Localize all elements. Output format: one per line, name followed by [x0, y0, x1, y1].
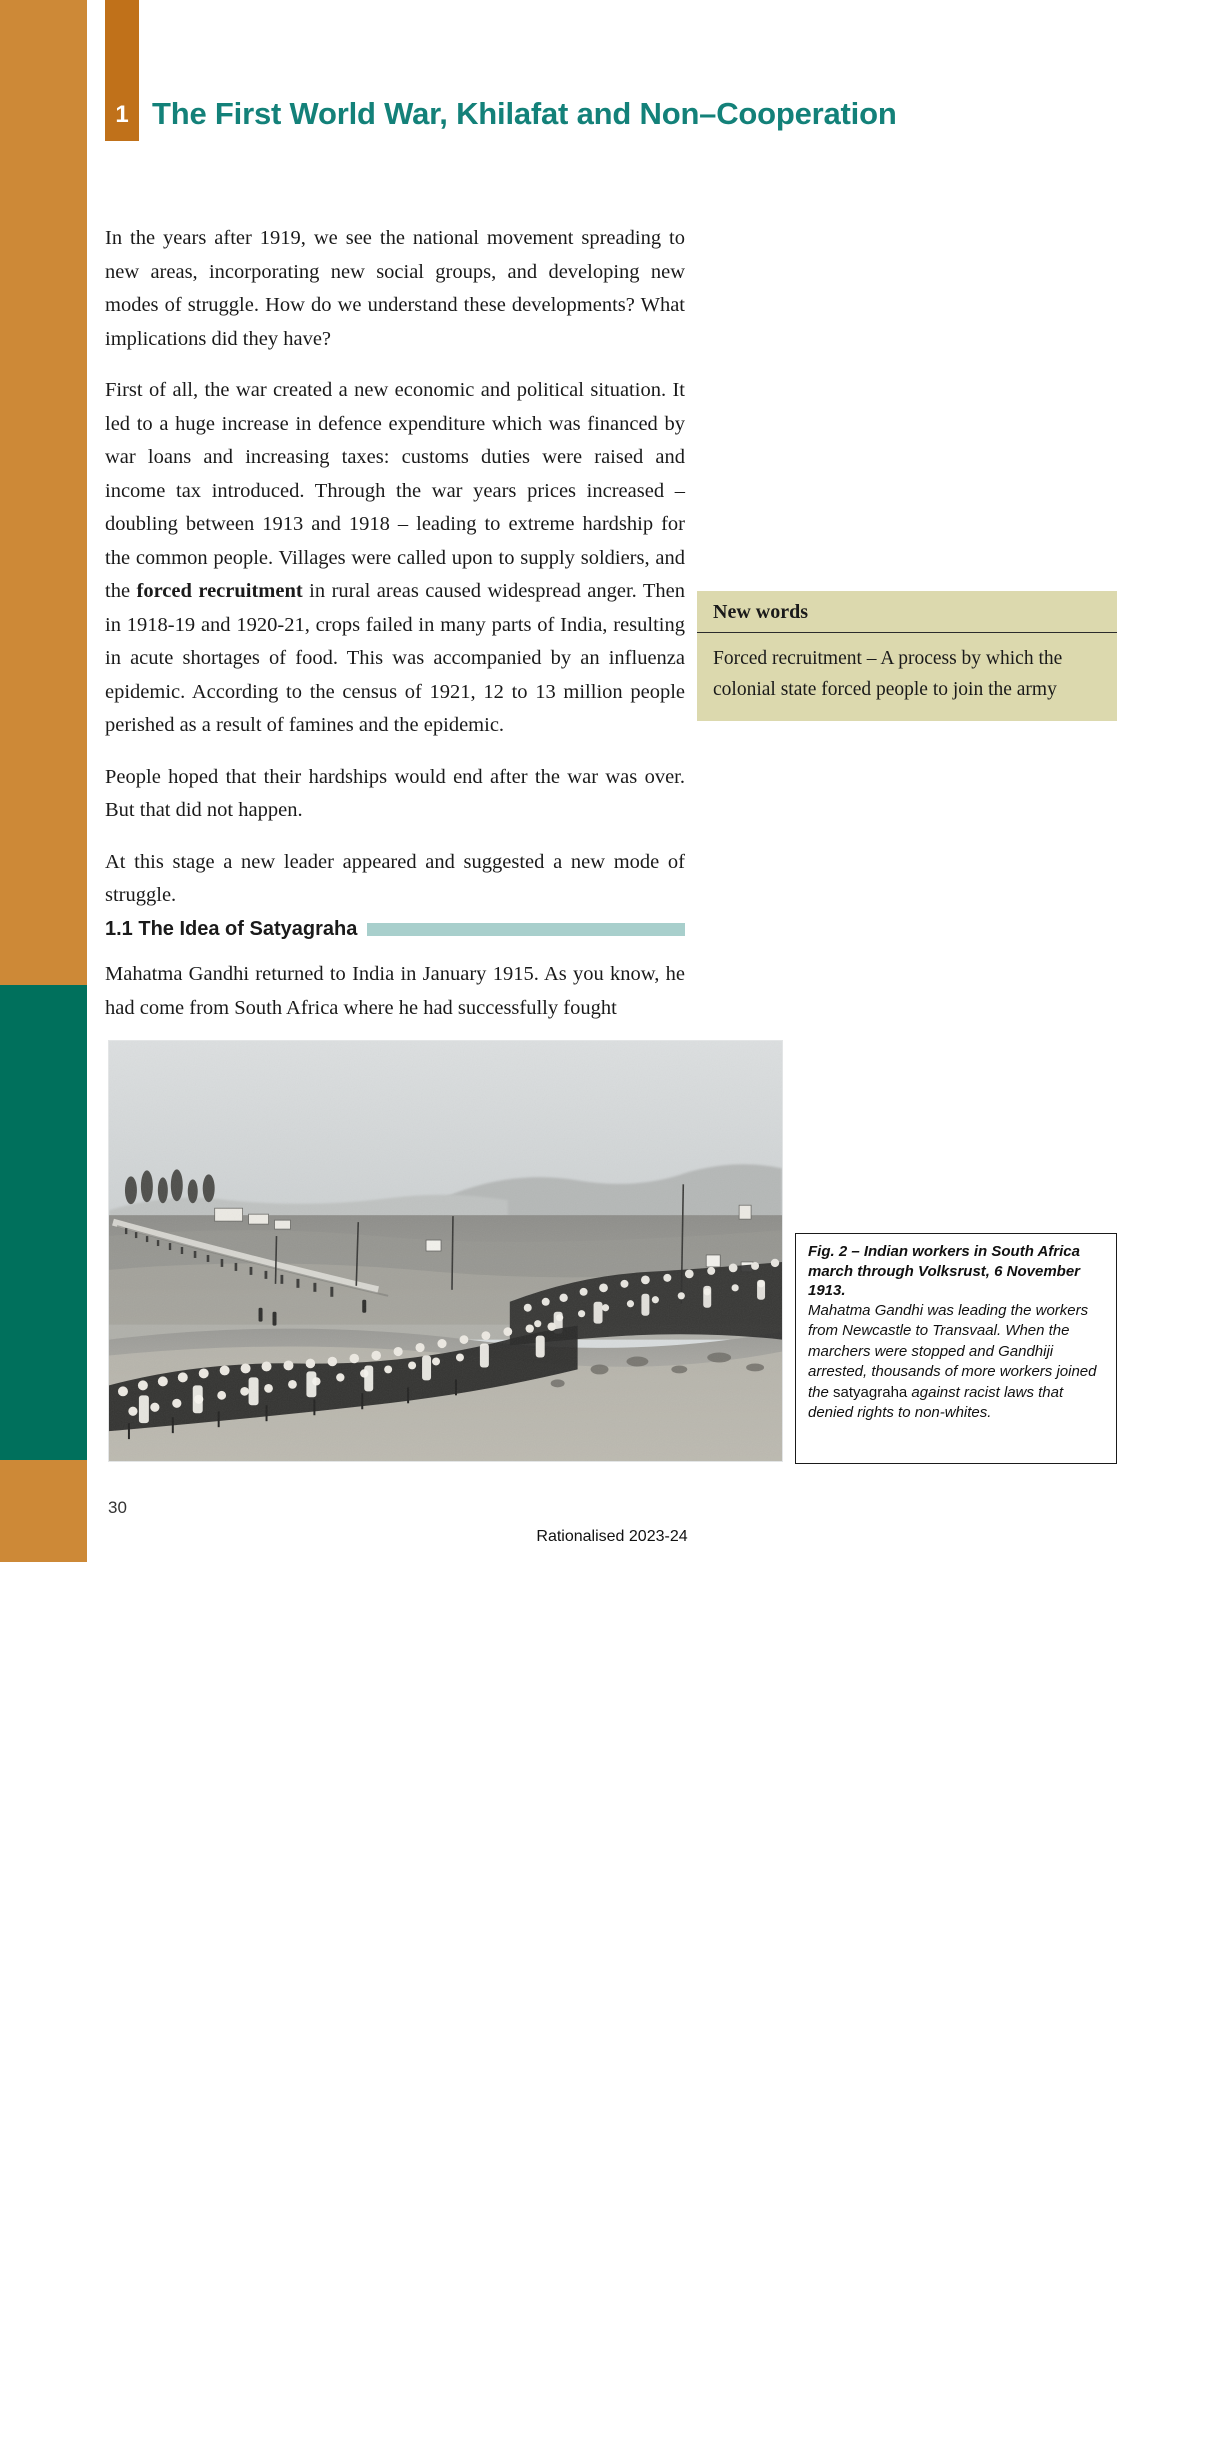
paragraph-war-economy-part2: in rural areas caused widespread anger. Then in 1918-19 and 1920-21, crops failed in many parts of India, resulting in acute shortages of food. This was accompanied by an influenza epidemic. According to the census of 1921, 12 to 13 million people perished as a result of famines and the epidemic.	[105, 580, 686, 736]
figure-caption-text	[808, 1301, 1106, 1424]
section-heading-row	[105, 918, 685, 941]
term-forced-recruitment: forced recruitment	[136, 580, 303, 602]
new-words-box	[697, 591, 1117, 721]
section-heading-satyagraha: 1.1 The Idea of Satyagraha	[105, 918, 358, 940]
paragraph-war-economy	[105, 374, 685, 743]
new-words-title: New words	[697, 591, 1117, 633]
historical-march-photo-graphic	[109, 1041, 782, 1461]
sidebar-band-green	[0, 985, 87, 2431]
page-title: The First World War, Khilafat and Non–Cooperation	[152, 96, 897, 131]
paragraph-new-leader: At this stage a new leader appeared and suggested a new mode of struggle.	[105, 850, 685, 906]
paragraph-intro: In the years after 1919, we see the national movement spreading to new areas, incorporating new social groups, and developing new modes of struggle. How do we understand these developments? What implications did they have?	[105, 227, 685, 350]
figure-caption-part1: Mahatma Gandhi was leading the workers from Newcastle to Transvaal. When the marchers were stopped and Gandhiji arrested, thousands of more workers joined the	[808, 1301, 1097, 1401]
paragraph-gandhi-return: Mahatma Gandhi returned to India in January 1915. As you know, he had come from South Africa where he had successfully fought	[105, 963, 685, 1019]
book-title-vertical: India and the Contemporary World	[34, 2181, 52, 2431]
paragraph-hopes: People hoped that their hardships would end after the war was over. But that did not happen.	[105, 765, 685, 821]
footer-note: Rationalised 2023-24	[536, 1528, 688, 1545]
figure-caption-term-satyagraha: satyagraha	[833, 1383, 908, 1401]
new-words-entry: Forced recruitment – A process by which the colonial state forced people to join the army	[713, 648, 1063, 700]
section-paragraph-wrap	[105, 958, 685, 1043]
sidebar-band-orange-top	[0, 0, 87, 985]
figure-caption-part2: against racist laws that denied rights to non-whites.	[808, 1383, 1064, 1421]
left-sidebar	[0, 0, 87, 2431]
figure-2-photograph	[108, 1040, 783, 1462]
section-heading-rule	[367, 923, 685, 936]
chapter-number-badge: 1	[105, 0, 139, 141]
figure-caption-title: Fig. 2 – Indian workers in South Africa march through Volksrust, 6 November 1913.	[808, 1243, 1081, 1299]
sidebar-band-orange-bottom	[0, 1460, 87, 1562]
page-number: 30	[108, 1498, 127, 1517]
paragraph-war-economy-part1: First of all, the war created a new economic and political situation. It led to a huge increase in defence expenditure which was financed by war loans and increasing taxes: customs duties were raised and income tax introduced. Through the war years prices increased – doubling between 1913 and 1918 – leading to extreme hardship for the common people. Villages were called upon to supply soldiers, and the	[105, 379, 685, 602]
body-text-column	[105, 222, 685, 931]
figure-caption-box	[795, 1233, 1117, 1464]
